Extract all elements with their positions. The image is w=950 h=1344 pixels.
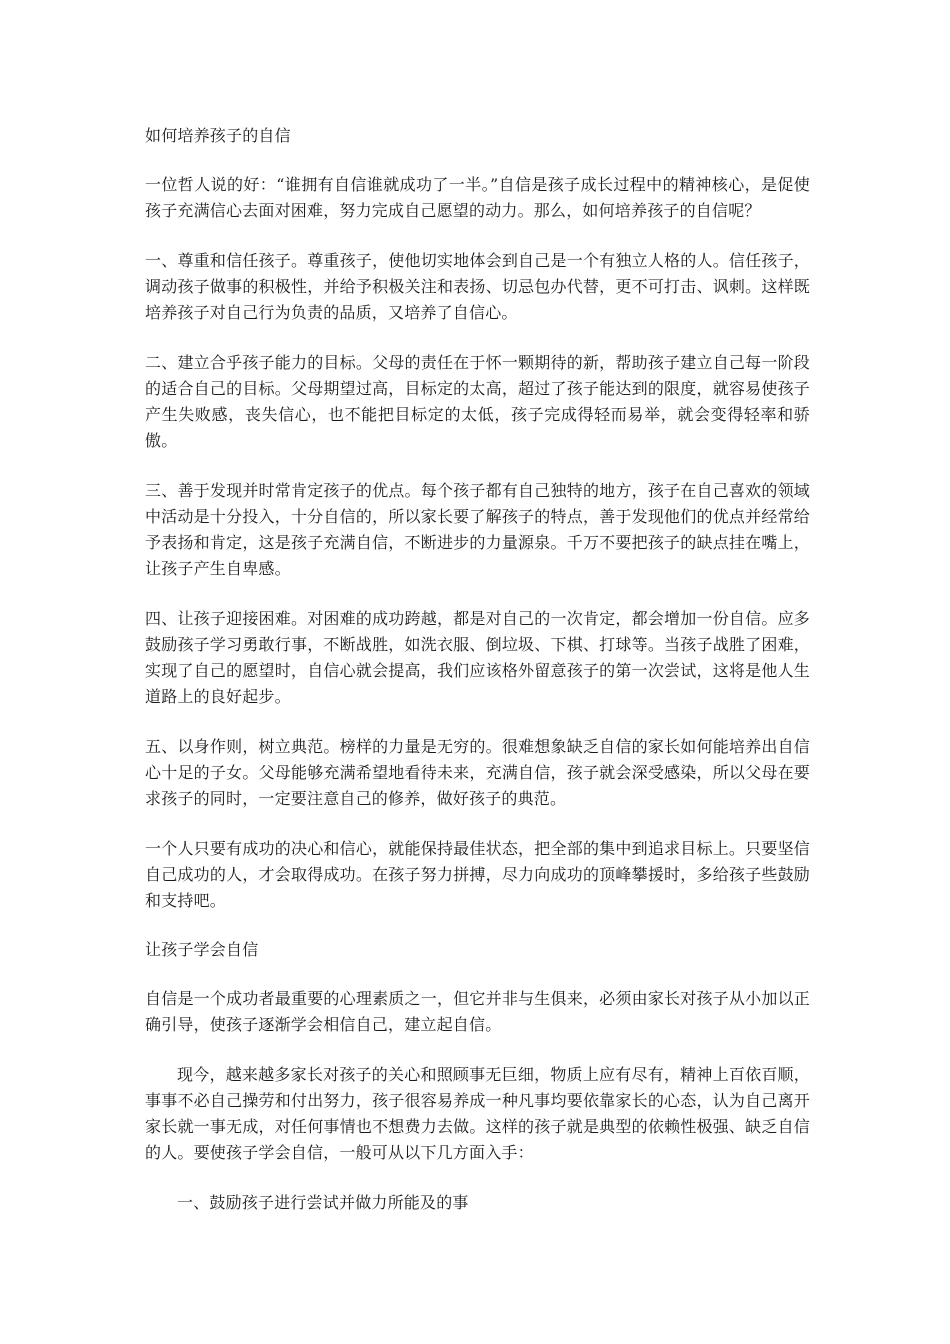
conclusion-paragraph: 一个人只要有成功的决心和信心，就能保持最佳状态，把全部的集中到追求目标上。只要坚信自己成功的人，才会取得成功。在孩子努力拼搏，尽力向成功的顶峰攀援时，多给孩子些鼓励和支持吧。 xyxy=(145,839,810,910)
point-4-paragraph: 四、让孩子迎接困难。对困难的成功跨越，都是对自己的一次肯定，都会增加一份自信。应多鼓励孩子学习勇敢行事，不断战胜，如洗衣服、倒垃圾、下棋、打球等。当孩子战胜了困难，实现了自己的愿望时，自信心就会提高，我们应该格外留意孩子的第一次尝试，这将是他人生道路上的良好起步。 xyxy=(145,609,810,706)
section-paragraph-2: 现今，越来越多家长对孩子的关心和照顾事无巨细，物质上应有尽有，精神上百依百顺，事事不必自己操劳和付出努力，孩子很容易养成一种凡事均要依靠家长的心态，认为自己离开家长就一事无成，对任何事情也不想费力去做。这样的孩子就是典型的依赖性极强、缺乏自信的人。要使孩子学会自信，一般可从以下几方面入手： xyxy=(145,1065,810,1162)
point-3-paragraph: 三、善于发现并时常肯定孩子的优点。每个孩子都有自己独特的地方，孩子在自己喜欢的领域中活动是十分投入，十分自信的，所以家长要了解孩子的特点，善于发现他们的优点并经常给予表扬和肯定，这是孩子充满自信，不断进步的力量源泉。千万不要把孩子的缺点挂在嘴上，让孩子产生自卑感。 xyxy=(145,481,810,578)
section-paragraph-1: 自信是一个成功者最重要的心理素质之一，但它并非与生俱来，必须由家长对孩子从小加以正确引导，使孩子逐渐学会相信自己，建立起自信。 xyxy=(145,989,810,1034)
intro-paragraph: 一位哲人说的好：“谁拥有自信谁就成功了一半。”自信是孩子成长过程中的精神核心，是促使孩子充满信心去面对困难，努力完成自己愿望的动力。那么，如何培养孩子的自信呢？ xyxy=(145,175,810,220)
point-1-paragraph: 一、尊重和信任孩子。尊重孩子，使他切实地体会到自己是一个有独立人格的人。信任孩子，调动孩子做事的积极性，并给予积极关注和表扬、切忌包办代替，更不可打击、讽刺。这样既培养孩子对自己行为负责的品质，又培养了自信心。 xyxy=(145,251,810,322)
point-5-paragraph: 五、以身作则，树立典范。榜样的力量是无穷的。很难想象缺乏自信的家长如何能培养出自信心十足的子女。父母能够充满希望地看待未来，充满自信，孩子就会深受感染，所以父母在要求孩子的同时，一定要注意自己的修养，做好孩子的典范。 xyxy=(145,737,810,808)
document-page xyxy=(145,124,810,1216)
section-title: 让孩子学会自信 xyxy=(145,940,259,959)
point-2-paragraph: 二、建立合乎孩子能力的目标。父母的责任在于怀一颗期待的新，帮助孩子建立自己每一阶段的适合自己的目标。父母期望过高，目标定的太高，超过了孩子能达到的限度，就容易使孩子产生失败感，丧失信心，也不能把目标定的太低，孩子完成得轻而易举，就会变得轻率和骄傲。 xyxy=(145,353,810,450)
section-list-item-1: 一、鼓励孩子进行尝试并做力所能及的事 xyxy=(177,1193,469,1212)
article-title: 如何培养孩子的自信 xyxy=(145,126,291,145)
